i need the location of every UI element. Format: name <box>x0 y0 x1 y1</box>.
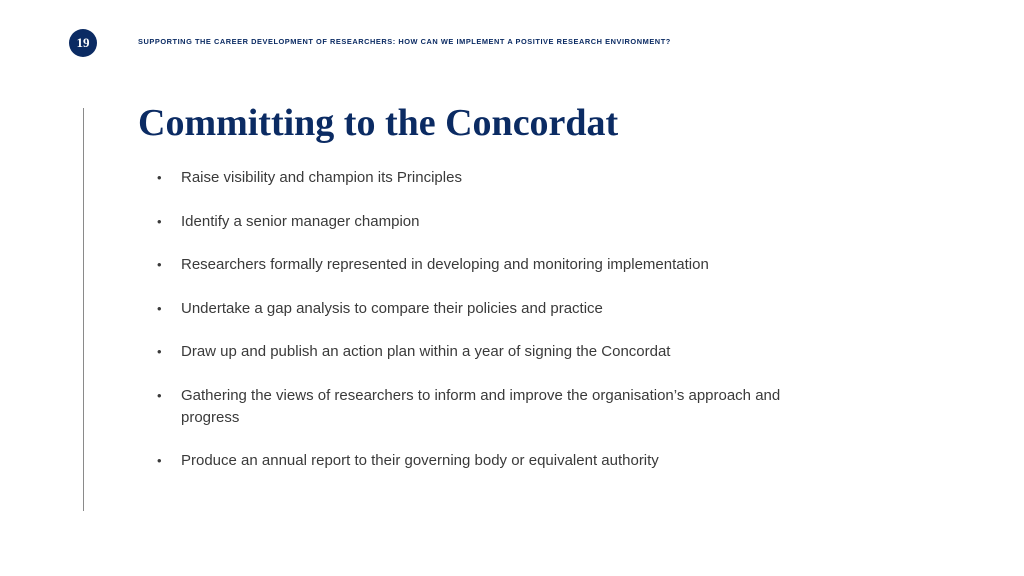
bullet-item <box>157 450 837 472</box>
bullet-text: Researchers formally represented in developing and monitoring implementation <box>181 256 709 273</box>
bullet-text: Undertake a gap analysis to compare their policies and practice <box>181 299 603 317</box>
bullet-icon: • <box>157 170 162 185</box>
vertical-divider <box>83 108 84 511</box>
bullet-item <box>157 211 837 233</box>
bullet-text: Produce an annual report to their governing body or equivalent authority <box>181 452 659 469</box>
bullet-text: Raise visibility and champion its Principles <box>181 169 462 186</box>
bullet-item <box>157 298 837 320</box>
page-number-badge: 19 <box>69 29 97 57</box>
bullet-icon: • <box>157 453 162 468</box>
bullet-icon: • <box>157 344 162 359</box>
bullet-item <box>157 385 837 429</box>
bullet-item <box>157 167 837 189</box>
bullet-icon: • <box>157 257 162 272</box>
bullet-icon: • <box>157 300 162 316</box>
bullet-icon: • <box>157 213 162 229</box>
bullet-list <box>157 167 837 494</box>
bullet-item <box>157 341 837 363</box>
slide-title: Committing to the Concordat <box>138 102 619 144</box>
bullet-text: Draw up and publish an action plan within a year of signing the Concordat <box>181 343 671 360</box>
bullet-text: Identify a senior manager champion <box>181 212 420 230</box>
bullet-item <box>157 254 837 276</box>
bullet-icon: • <box>157 387 162 403</box>
bullet-text: Gathering the views of researchers to inform and improve the organisation’s approach and progress <box>181 386 781 426</box>
running-header: SUPPORTING THE CAREER DEVELOPMENT OF RESEARCHERS: HOW CAN WE IMPLEMENT A POSITIVE RESEARCH ENVIRONMENT? <box>138 37 671 46</box>
